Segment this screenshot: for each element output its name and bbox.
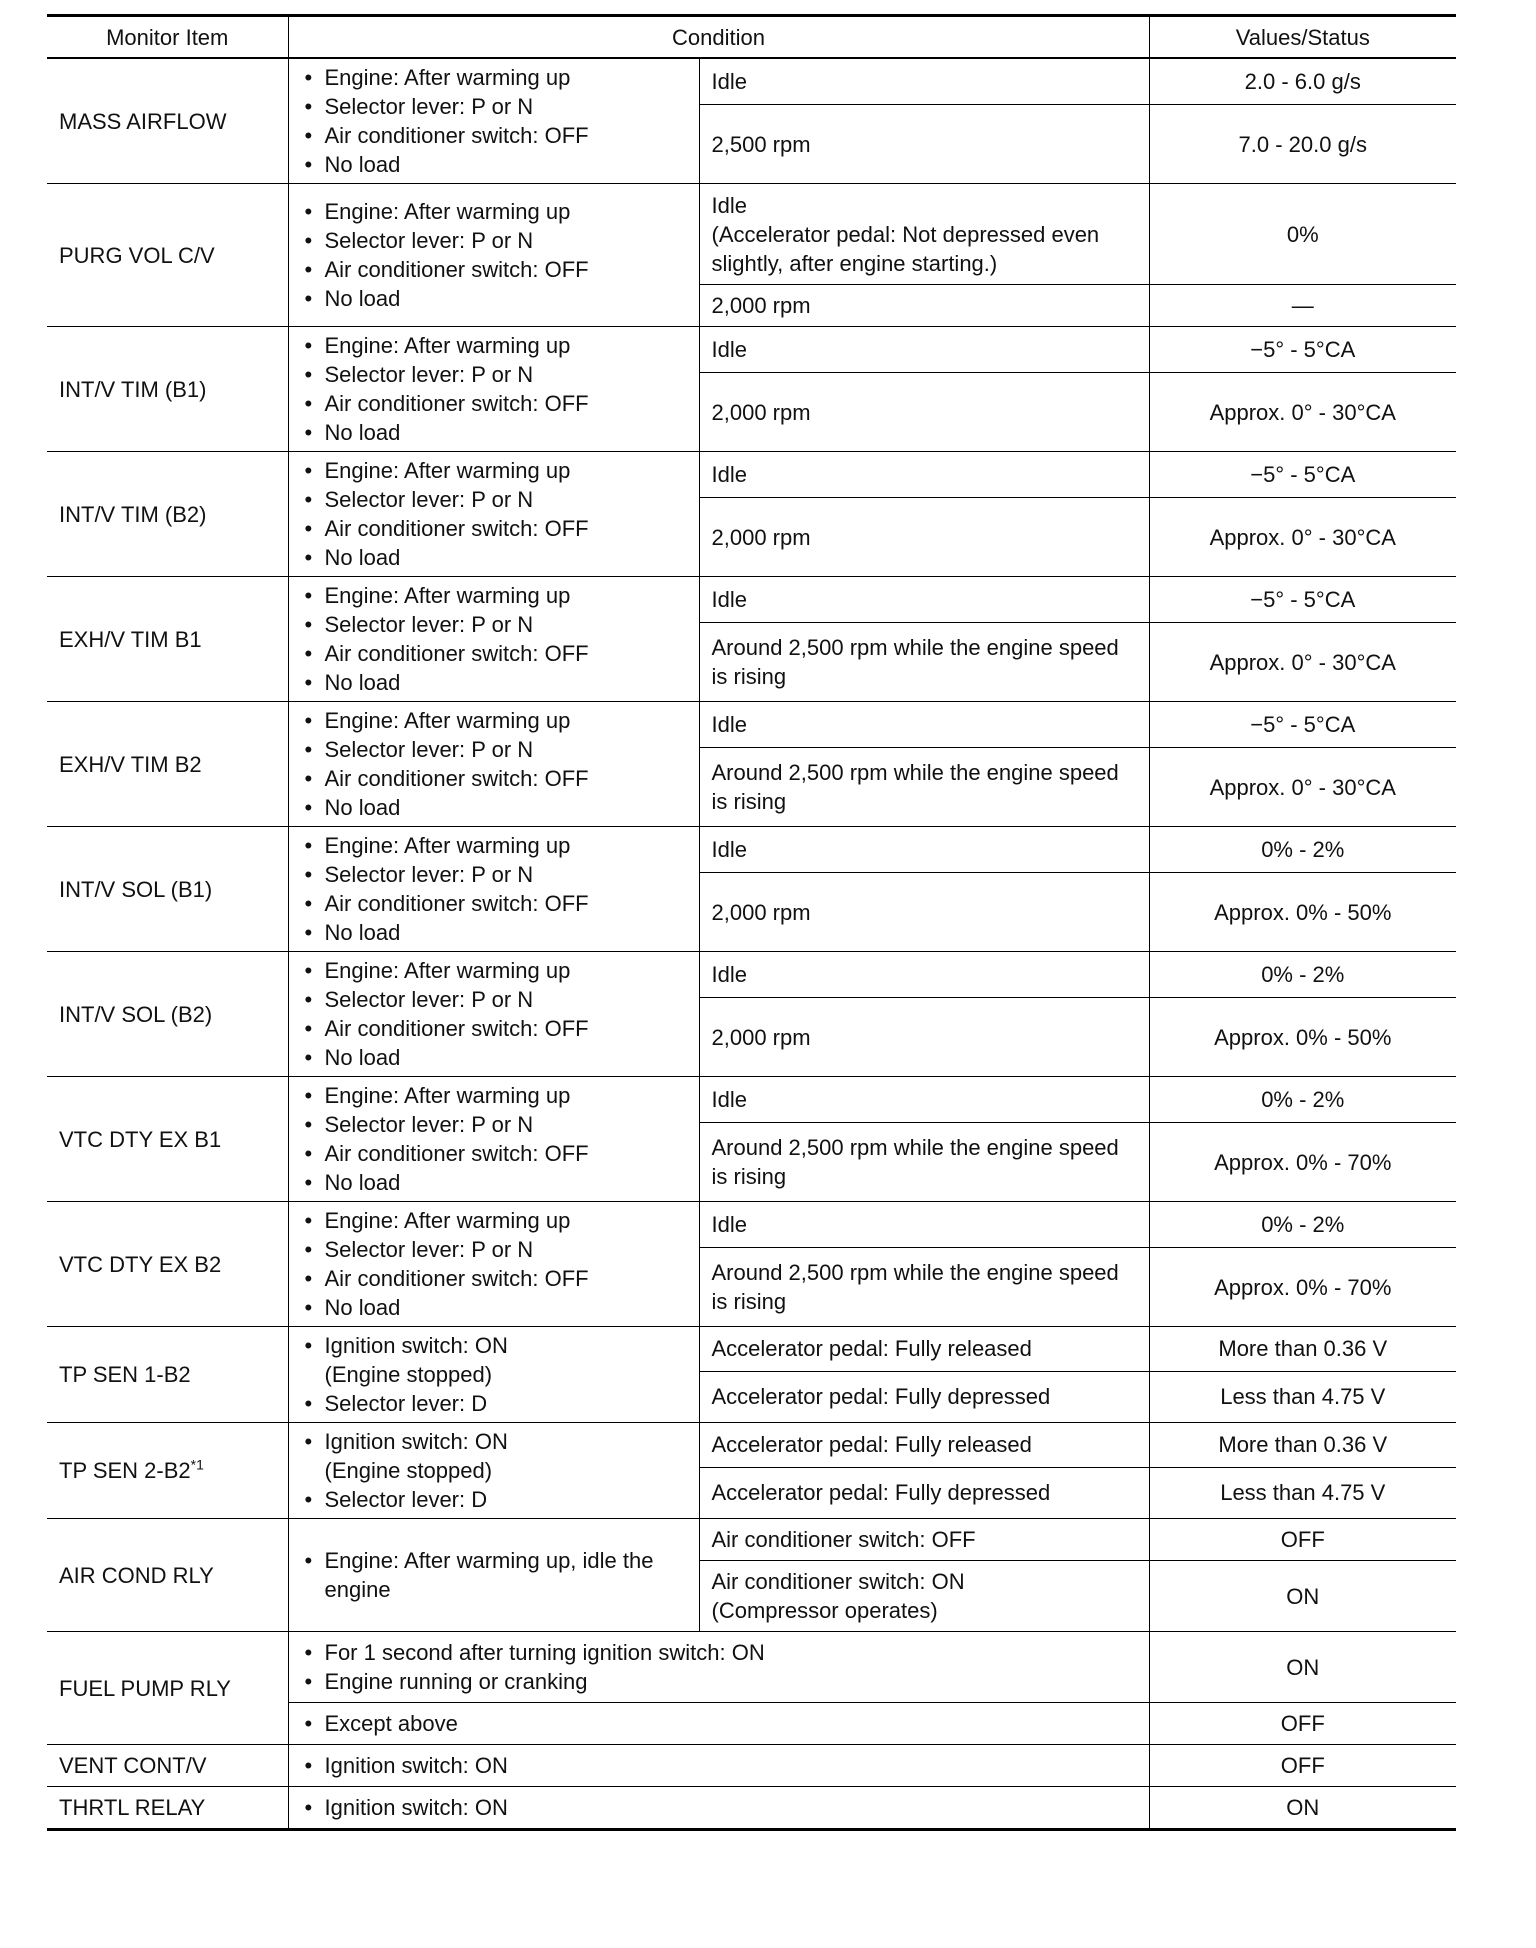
condition-cell xyxy=(288,327,699,452)
sub-condition-line: Air conditioner switch: ON xyxy=(711,1569,965,1594)
value-cell: 0% - 2% xyxy=(1149,952,1456,998)
condition-bullet: • Engine: After warming up xyxy=(301,581,687,610)
value-cell: −5° - 5°CA xyxy=(1149,702,1456,748)
table-row xyxy=(47,702,1456,748)
condition-cell xyxy=(288,1202,699,1327)
condition-bullet: • Engine: After warming up xyxy=(301,831,687,860)
condition-bullet: • No load xyxy=(301,543,687,572)
value-cell: 2.0 - 6.0 g/s xyxy=(1149,58,1456,105)
value-cell: More than 0.36 V xyxy=(1149,1327,1456,1372)
sub-condition-cell: 2,000 rpm xyxy=(699,873,1149,952)
value-cell: −5° - 5°CA xyxy=(1149,577,1456,623)
monitor-item-cell: AIR COND RLY xyxy=(47,1519,288,1632)
sub-condition-cell: Idle xyxy=(699,952,1149,998)
condition-bullet: • No load xyxy=(301,1043,687,1072)
sub-condition-cell: 2,500 rpm xyxy=(699,105,1149,184)
condition-bullet: • No load xyxy=(301,418,687,447)
value-cell: OFF xyxy=(1149,1703,1456,1745)
value-cell: Approx. 0° - 30°CA xyxy=(1149,748,1456,827)
condition-cell xyxy=(288,1327,699,1423)
condition-bullet: • Engine: After warming up xyxy=(301,956,687,985)
condition-bullet: • Air conditioner switch: OFF xyxy=(301,255,687,284)
value-cell: Approx. 0° - 30°CA xyxy=(1149,498,1456,577)
table-row xyxy=(47,452,1456,498)
monitor-item-cell: FUEL PUMP RLY xyxy=(47,1632,288,1745)
sub-condition-cell: Accelerator pedal: Fully released xyxy=(699,1327,1149,1372)
monitor-item-cell: MASS AIRFLOW xyxy=(47,58,288,184)
condition-bullet: • No load xyxy=(301,1293,687,1322)
condition-cell xyxy=(288,952,699,1077)
monitor-item-cell: VTC DTY EX B2 xyxy=(47,1202,288,1327)
condition-bullet: • Engine: After warming up xyxy=(301,63,687,92)
value-cell: More than 0.36 V xyxy=(1149,1423,1456,1468)
table-header-row xyxy=(47,16,1456,59)
table-row xyxy=(47,1787,1456,1830)
value-cell: — xyxy=(1149,285,1456,327)
value-cell: ON xyxy=(1149,1632,1456,1703)
condition-bullet: • Engine: After warming up, idle the engine xyxy=(301,1546,687,1604)
monitor-item-cell xyxy=(47,1423,288,1519)
monitor-item-cell: EXH/V TIM B2 xyxy=(47,702,288,827)
sub-condition-line: (Compressor operates) xyxy=(711,1598,938,1623)
condition-bullet: • Selector lever: P or N xyxy=(301,735,687,764)
condition-bullet: • Engine: After warming up xyxy=(301,706,687,735)
condition-cell xyxy=(288,1745,1149,1787)
condition-bullet: • Air conditioner switch: OFF xyxy=(301,1264,687,1293)
sub-condition-cell: Idle xyxy=(699,327,1149,373)
footnote-marker: *1 xyxy=(190,1456,204,1473)
condition-line: • Ignition switch: ON xyxy=(324,1429,508,1454)
sub-condition-cell xyxy=(699,1561,1149,1632)
condition-bullet: • Air conditioner switch: OFF xyxy=(301,639,687,668)
sub-condition-cell: Idle xyxy=(699,577,1149,623)
condition-bullet: • Ignition switch: ON xyxy=(301,1751,1137,1780)
value-cell: Less than 4.75 V xyxy=(1149,1371,1456,1422)
condition-bullet: • Selector lever: P or N xyxy=(301,1235,687,1264)
sub-condition-cell: Around 2,500 rpm while the engine speed is rising xyxy=(699,1123,1149,1202)
condition-cell xyxy=(288,452,699,577)
monitor-item-cell: PURG VOL C/V xyxy=(47,184,288,327)
condition-bullet: • Engine: After warming up xyxy=(301,456,687,485)
sub-condition-cell: 2,000 rpm xyxy=(699,498,1149,577)
condition-bullet: • For 1 second after turning ignition switch: ON xyxy=(301,1638,1137,1667)
condition-bullet: • Engine: After warming up xyxy=(301,1081,687,1110)
table-row xyxy=(47,1519,1456,1561)
sub-condition-cell: 2,000 rpm xyxy=(699,998,1149,1077)
condition-cell xyxy=(288,827,699,952)
condition-bullet: • Selector lever: D xyxy=(301,1485,687,1514)
monitor-item-cell: THRTL RELAY xyxy=(47,1787,288,1830)
condition-cell xyxy=(288,1703,1149,1745)
value-cell: 0% - 2% xyxy=(1149,1202,1456,1248)
sub-condition-cell: 2,000 rpm xyxy=(699,373,1149,452)
monitor-item-cell: EXH/V TIM B1 xyxy=(47,577,288,702)
value-cell: 0% - 2% xyxy=(1149,827,1456,873)
value-cell: Less than 4.75 V xyxy=(1149,1467,1456,1518)
condition-bullet: • Engine: After warming up xyxy=(301,197,687,226)
header-monitor-item: Monitor Item xyxy=(47,16,288,59)
value-cell: −5° - 5°CA xyxy=(1149,327,1456,373)
condition-bullet: • Selector lever: P or N xyxy=(301,1110,687,1139)
condition-bullet: • No load xyxy=(301,1168,687,1197)
value-cell: 0% - 2% xyxy=(1149,1077,1456,1123)
value-cell: OFF xyxy=(1149,1519,1456,1561)
condition-cell xyxy=(288,1787,1149,1830)
sub-condition-cell: Idle xyxy=(699,827,1149,873)
condition-bullet: • Selector lever: P or N xyxy=(301,610,687,639)
sub-condition-line: Idle xyxy=(711,192,747,218)
monitor-item-cell: TP SEN 1-B2 xyxy=(47,1327,288,1423)
monitor-item-cell: INT/V SOL (B1) xyxy=(47,827,288,952)
value-cell: Approx. 0% - 50% xyxy=(1149,998,1456,1077)
condition-bullet: • Air conditioner switch: OFF xyxy=(301,1139,687,1168)
condition-bullet: • Selector lever: D xyxy=(301,1389,687,1418)
sub-condition-cell: Idle xyxy=(699,702,1149,748)
condition-bullet: • Air conditioner switch: OFF xyxy=(301,121,687,150)
condition-bullet: • Selector lever: P or N xyxy=(301,485,687,514)
condition-line: (Engine stopped) xyxy=(324,1458,493,1483)
table-row xyxy=(47,184,1456,285)
condition-bullet: • Selector lever: P or N xyxy=(301,985,687,1014)
sub-condition-cell: Accelerator pedal: Fully depressed xyxy=(699,1371,1149,1422)
header-values-status: Values/Status xyxy=(1149,16,1456,59)
condition-bullet: • Selector lever: P or N xyxy=(301,360,687,389)
table-row xyxy=(47,1632,1456,1703)
value-cell: Approx. 0° - 30°CA xyxy=(1149,623,1456,702)
table-row xyxy=(47,1202,1456,1248)
condition-bullet: • Air conditioner switch: OFF xyxy=(301,1014,687,1043)
condition-cell xyxy=(288,1632,1149,1703)
monitor-item-table xyxy=(47,14,1456,1831)
condition-bullet: • Air conditioner switch: OFF xyxy=(301,514,687,543)
value-cell: 0% xyxy=(1149,184,1456,285)
value-cell: OFF xyxy=(1149,1745,1456,1787)
condition-bullet: • Selector lever: P or N xyxy=(301,226,687,255)
monitor-item-cell: VENT CONT/V xyxy=(47,1745,288,1787)
condition-cell xyxy=(288,1519,699,1632)
monitor-item-cell: VTC DTY EX B1 xyxy=(47,1077,288,1202)
condition-cell xyxy=(288,184,699,327)
sub-condition-cell: Accelerator pedal: Fully depressed xyxy=(699,1467,1149,1518)
sub-condition-line: (Accelerator pedal: Not depressed even slightly, after engine starting.) xyxy=(711,221,1100,276)
condition-bullet: • No load xyxy=(301,284,687,313)
table-row xyxy=(47,1077,1456,1123)
condition-bullet: • Ignition switch: ON xyxy=(301,1793,1137,1822)
condition-bullet: • No load xyxy=(301,793,687,822)
monitor-item-cell: INT/V TIM (B2) xyxy=(47,452,288,577)
table-row xyxy=(47,327,1456,373)
condition-line: • Ignition switch: ON xyxy=(324,1333,508,1358)
monitor-item-cell: INT/V TIM (B1) xyxy=(47,327,288,452)
sub-condition-cell: 2,000 rpm xyxy=(699,285,1149,327)
condition-bullet: • Air conditioner switch: OFF xyxy=(301,889,687,918)
condition-cell xyxy=(288,702,699,827)
condition-cell xyxy=(288,1077,699,1202)
value-cell: ON xyxy=(1149,1561,1456,1632)
sub-condition-cell: Around 2,500 rpm while the engine speed is rising xyxy=(699,748,1149,827)
condition-bullet: • Engine: After warming up xyxy=(301,1206,687,1235)
table-row xyxy=(47,1327,1456,1372)
header-condition: Condition xyxy=(288,16,1149,59)
table-row xyxy=(47,827,1456,873)
table-row xyxy=(47,1423,1456,1468)
sub-condition-cell: Air conditioner switch: OFF xyxy=(699,1519,1149,1561)
table-row xyxy=(47,952,1456,998)
condition-cell xyxy=(288,1423,699,1519)
sub-condition-cell: Accelerator pedal: Fully released xyxy=(699,1423,1149,1468)
value-cell: Approx. 0% - 70% xyxy=(1149,1248,1456,1327)
monitor-item-label: TP SEN 2-B2 xyxy=(59,1458,191,1483)
value-cell: Approx. 0% - 70% xyxy=(1149,1123,1456,1202)
condition-bullet: • Air conditioner switch: OFF xyxy=(301,389,687,418)
sub-condition-cell: Idle xyxy=(699,1077,1149,1123)
condition-line: (Engine stopped) xyxy=(324,1362,493,1387)
condition-cell xyxy=(288,58,699,184)
sub-condition-cell xyxy=(699,184,1149,285)
table-row xyxy=(47,577,1456,623)
value-cell: 7.0 - 20.0 g/s xyxy=(1149,105,1456,184)
sub-condition-cell: Idle xyxy=(699,452,1149,498)
condition-bullet: • Except above xyxy=(301,1709,1137,1738)
condition-bullet: • No load xyxy=(301,918,687,947)
condition-bullet: • Selector lever: P or N xyxy=(301,92,687,121)
monitor-item-cell: INT/V SOL (B2) xyxy=(47,952,288,1077)
condition-bullet: • Selector lever: P or N xyxy=(301,860,687,889)
sub-condition-cell: Idle xyxy=(699,58,1149,105)
condition-bullet: • No load xyxy=(301,150,687,179)
condition-bullet xyxy=(301,1331,687,1389)
sub-condition-cell: Around 2,500 rpm while the engine speed is rising xyxy=(699,623,1149,702)
value-cell: Approx. 0° - 30°CA xyxy=(1149,373,1456,452)
condition-bullet: • Air conditioner switch: OFF xyxy=(301,764,687,793)
table-row xyxy=(47,1745,1456,1787)
value-cell: −5° - 5°CA xyxy=(1149,452,1456,498)
sub-condition-cell: Around 2,500 rpm while the engine speed is rising xyxy=(699,1248,1149,1327)
condition-bullet: • Engine running or cranking xyxy=(301,1667,1137,1696)
sub-condition-cell: Idle xyxy=(699,1202,1149,1248)
table-row xyxy=(47,58,1456,105)
condition-bullet: • Engine: After warming up xyxy=(301,331,687,360)
value-cell: ON xyxy=(1149,1787,1456,1830)
condition-bullet xyxy=(301,1427,687,1485)
condition-bullet: • No load xyxy=(301,668,687,697)
condition-cell xyxy=(288,577,699,702)
value-cell: Approx. 0% - 50% xyxy=(1149,873,1456,952)
